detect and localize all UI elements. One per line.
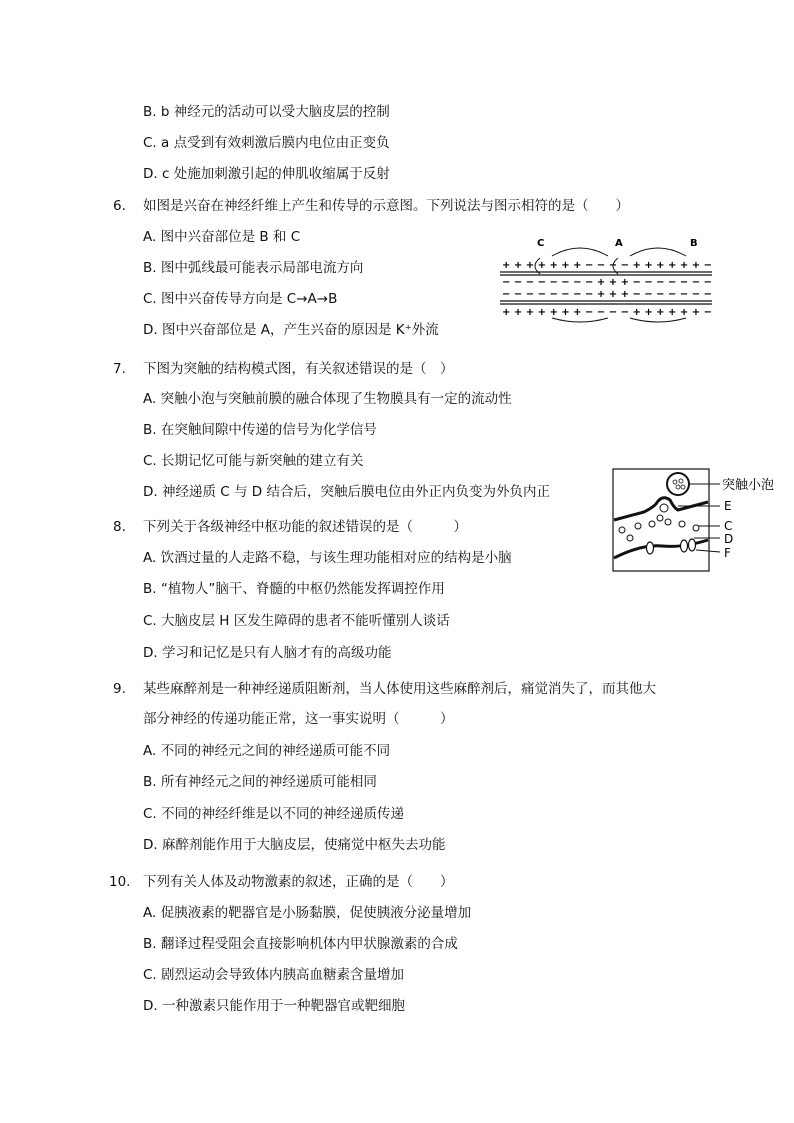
nerve-fiber-figure xyxy=(500,234,712,324)
vesicle-content xyxy=(679,479,683,483)
q9-option-b: B. 所有神经元之间的神经递质可能相同 xyxy=(143,774,377,790)
receptor xyxy=(647,542,654,554)
q8-option-a: A. 饮酒过量的人走路不稳，与该生理功能相对应的结构是小脑 xyxy=(143,550,512,566)
q10-number: 10. xyxy=(109,874,131,890)
current-arc xyxy=(552,248,608,256)
q5-option-d: D. c 处施加刺激引起的伸肌收缩属于反射 xyxy=(143,166,390,182)
synaptic-vesicle xyxy=(667,473,689,495)
q7-option-d: D. 神经递质 C 与 D 结合后，突触后膜电位由外正内负变为外负内正 xyxy=(143,484,550,500)
vesicle-content xyxy=(681,485,685,489)
q7-option-c: C. 长期记忆可能与新突触的建立有关 xyxy=(143,453,364,469)
fig6-charge-row-1: + + + + + + + − − − − + + + + + + − xyxy=(502,260,712,271)
neurotransmitter xyxy=(665,519,671,525)
q10-stem: 下列有关人体及动物激素的叙述，正确的是（ ） xyxy=(143,874,454,890)
fig7-label-d: D xyxy=(724,532,734,546)
receptor xyxy=(689,539,696,551)
q9-stem-line-2: 部分神经的传递功能正常，这一事实说明（ ） xyxy=(143,711,454,727)
q8-option-c: C. 大脑皮层 H 区发生障碍的患者不能听懂别人谈话 xyxy=(143,613,450,629)
q10-option-c: C. 剧烈运动会导致体内胰高血糖素含量增加 xyxy=(143,967,405,983)
current-arc xyxy=(552,318,608,322)
fig6-charge-row-4: + + + + + + + − − − − + + + + + + − xyxy=(502,307,712,318)
fig6-label-c: C xyxy=(537,238,545,249)
neurotransmitter xyxy=(635,523,641,529)
neurotransmitter xyxy=(627,535,633,541)
q6-number: 6. xyxy=(113,198,126,214)
exocytosis-vesicle xyxy=(660,504,668,512)
neurotransmitter xyxy=(649,521,655,527)
q7-number: 7. xyxy=(113,361,126,377)
q9-option-c: C. 不同的神经纤维是以不同的神经递质传递 xyxy=(143,806,405,822)
q9-stem-line-1: 某些麻醉剂是一种神经递质阻断剂，当人体使用这些麻醉剂后，痛觉消失了，而其他大 xyxy=(143,681,656,697)
q8-number: 8. xyxy=(113,519,126,535)
q10-option-d: D. 一种激素只能作用于一种靶器官或靶细胞 xyxy=(143,998,405,1014)
neurotransmitter xyxy=(619,527,625,533)
q10-option-b: B. 翻译过程受阻会直接影响机体内甲状腺激素的合成 xyxy=(143,936,458,952)
q10-option-a: A. 促胰液素的靶器官是小肠黏膜，促使胰液分泌量增加 xyxy=(143,905,472,921)
current-arc xyxy=(630,248,686,256)
q6-option-b: B. 图中弧线最可能表示局部电流方向 xyxy=(143,260,364,276)
q9-number: 9. xyxy=(113,681,126,697)
q7-option-a: A. 突触小泡与突触前膜的融合体现了生物膜具有一定的流动性 xyxy=(143,391,512,407)
fig6-label-b: B xyxy=(690,238,698,249)
fig7-label-c: C xyxy=(724,519,733,533)
q6-option-d: D. 图中兴奋部位是 A，产生兴奋的原因是 K⁺外流 xyxy=(143,322,439,338)
vesicle-content xyxy=(673,480,677,484)
neurotransmitter xyxy=(657,515,663,521)
q6-stem: 如图是兴奋在神经纤维上产生和传导的示意图。下列说法与图示相符的是（ ） xyxy=(143,198,629,214)
fig6-charge-row-2: − − − − − − − − + + + − − − − − − − xyxy=(502,277,712,288)
synapse-figure xyxy=(612,468,784,574)
current-arc xyxy=(630,318,686,322)
q6-option-a: A. 图中兴奋部位是 B 和 C xyxy=(143,229,301,245)
vesicle-content xyxy=(676,485,680,489)
receptor xyxy=(681,540,688,552)
fig7-label-e: E xyxy=(724,499,732,513)
neurotransmitter xyxy=(679,521,685,527)
q5-option-c: C. a 点受到有效刺激后膜内电位由正变负 xyxy=(143,135,390,151)
q8-option-d: D. 学习和记忆是只有人脑才有的高级功能 xyxy=(143,645,392,661)
q5-option-b: B. b 神经元的活动可以受大脑皮层的控制 xyxy=(143,104,390,120)
fig7-vesicle-label: 突触小泡 xyxy=(722,478,775,493)
fig7-label-f: F xyxy=(724,546,731,560)
q7-option-b: B. 在突触间隙中传递的信号为化学信号 xyxy=(143,422,377,438)
fig6-label-a: A xyxy=(615,238,623,249)
q7-stem: 下图为突触的结构模式图，有关叙述错误的是（ ） xyxy=(143,361,454,377)
q6-option-c: C. 图中兴奋传导方向是 C→A→B xyxy=(143,291,338,307)
q9-option-a: A. 不同的神经元之间的神经递质可能不同 xyxy=(143,743,391,759)
q8-option-b: B. “植物人”脑干、脊髓的中枢仍然能发挥调控作用 xyxy=(143,581,445,597)
fig6-charge-row-3: − − − − − − − − + + + − − − − − − − xyxy=(502,289,712,300)
q8-stem: 下列关于各级神经中枢功能的叙述错误的是（ ） xyxy=(143,519,467,535)
q9-option-d: D. 麻醉剂能作用于大脑皮层，使痛觉中枢失去功能 xyxy=(143,837,446,853)
